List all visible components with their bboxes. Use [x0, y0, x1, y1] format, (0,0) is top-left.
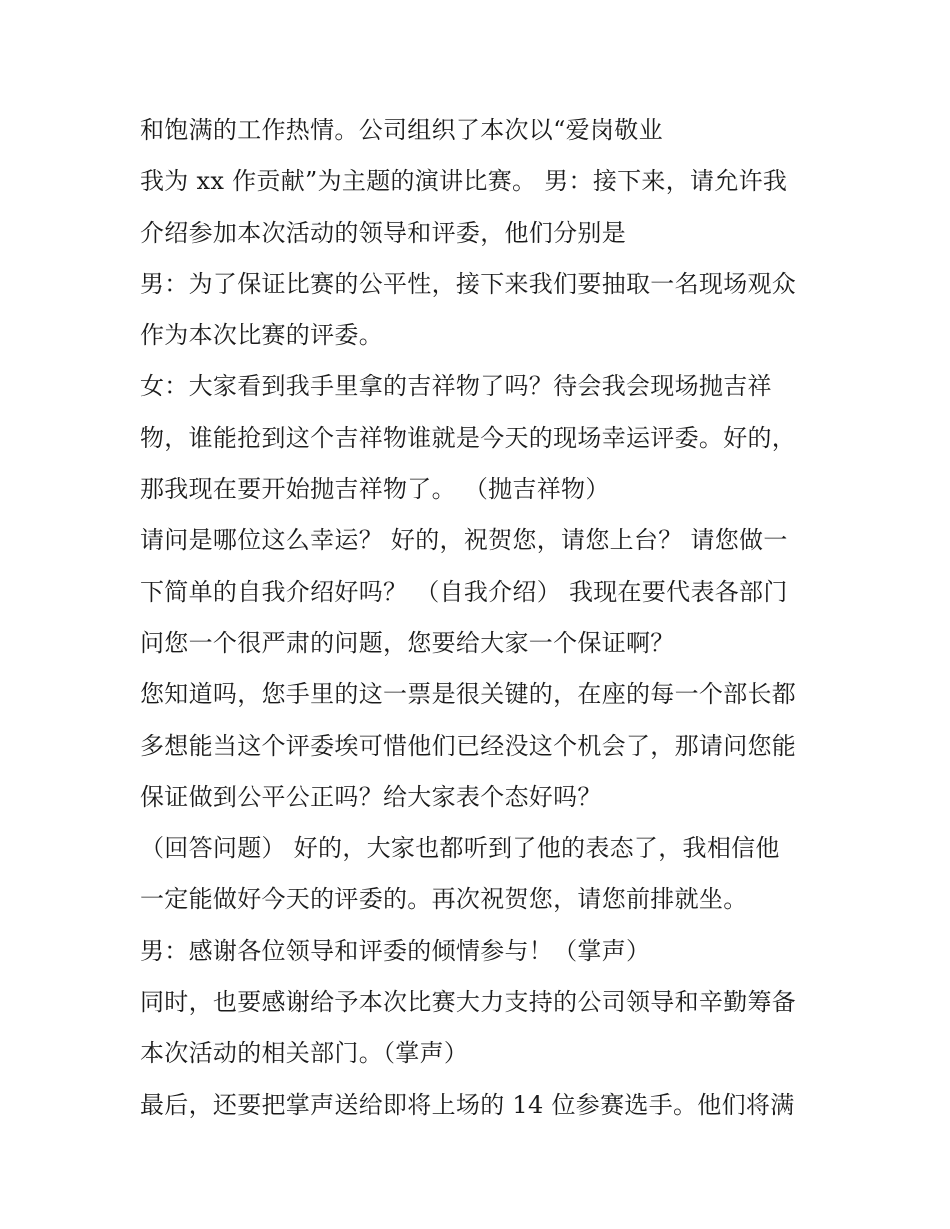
text-line: 下简单的自我介绍好吗？ （自我介绍） 我现在要代表各部门	[140, 577, 788, 606]
text-line: 和饱满的工作热情。公司组织了本次以“爱岗敬业	[140, 116, 663, 144]
text-line: 保证做到公平公正吗？给大家表个态好吗？	[140, 782, 602, 811]
text-line: 我为 xx 作贡献”为主题的演讲比赛。 男：接下来，请允许我	[140, 167, 788, 196]
text-line: 本次活动的相关部门。（掌声）	[140, 1039, 469, 1068]
text-line: 您知道吗，您手里的这一票是很关键的，在座的每一个部长都	[140, 680, 797, 709]
text-line: 介绍参加本次活动的领导和评委，他们分别是	[140, 218, 626, 247]
text-line: 最后，还要把掌声送给即将上场的 14 位参赛选手。他们将满	[140, 1090, 795, 1119]
text-line: 男：为了保证比赛的公平性，接下来我们要抽取一名现场观众	[140, 269, 797, 298]
text-line: 物，谁能抢到这个吉祥物谁就是今天的现场幸运评委。好的，	[140, 423, 797, 452]
text-line: 问您一个很严肃的问题，您要给大家一个保证啊？	[140, 628, 675, 657]
text-line: 那我现在要开始抛吉祥物了。 （抛吉祥物）	[140, 475, 610, 504]
document-body	[140, 108, 830, 1134]
text-line: 同时，也要感谢给予本次比赛大力支持的公司领导和辛勤筹备	[140, 988, 797, 1017]
text-line: 一定能做好今天的评委的。再次祝贺您，请您前排就坐。	[140, 885, 748, 914]
text-line: 多想能当这个评委埃可惜他们已经没这个机会了，那请问您能	[140, 731, 797, 760]
text-line: 男：感谢各位领导和评委的倾情参与！（掌声）	[140, 936, 651, 965]
text-line: 作为本次比赛的评委。	[140, 321, 383, 350]
text-line: （回答问题） 好的，大家也都听到了他的表态了，我相信他	[140, 834, 780, 863]
text-line: 请问是哪位这么幸运？ 好的，祝贺您，请您上台？ 请您做一	[140, 526, 788, 555]
text-line: 女：大家看到我手里拿的吉祥物了吗？待会我会现场抛吉祥	[140, 372, 772, 401]
